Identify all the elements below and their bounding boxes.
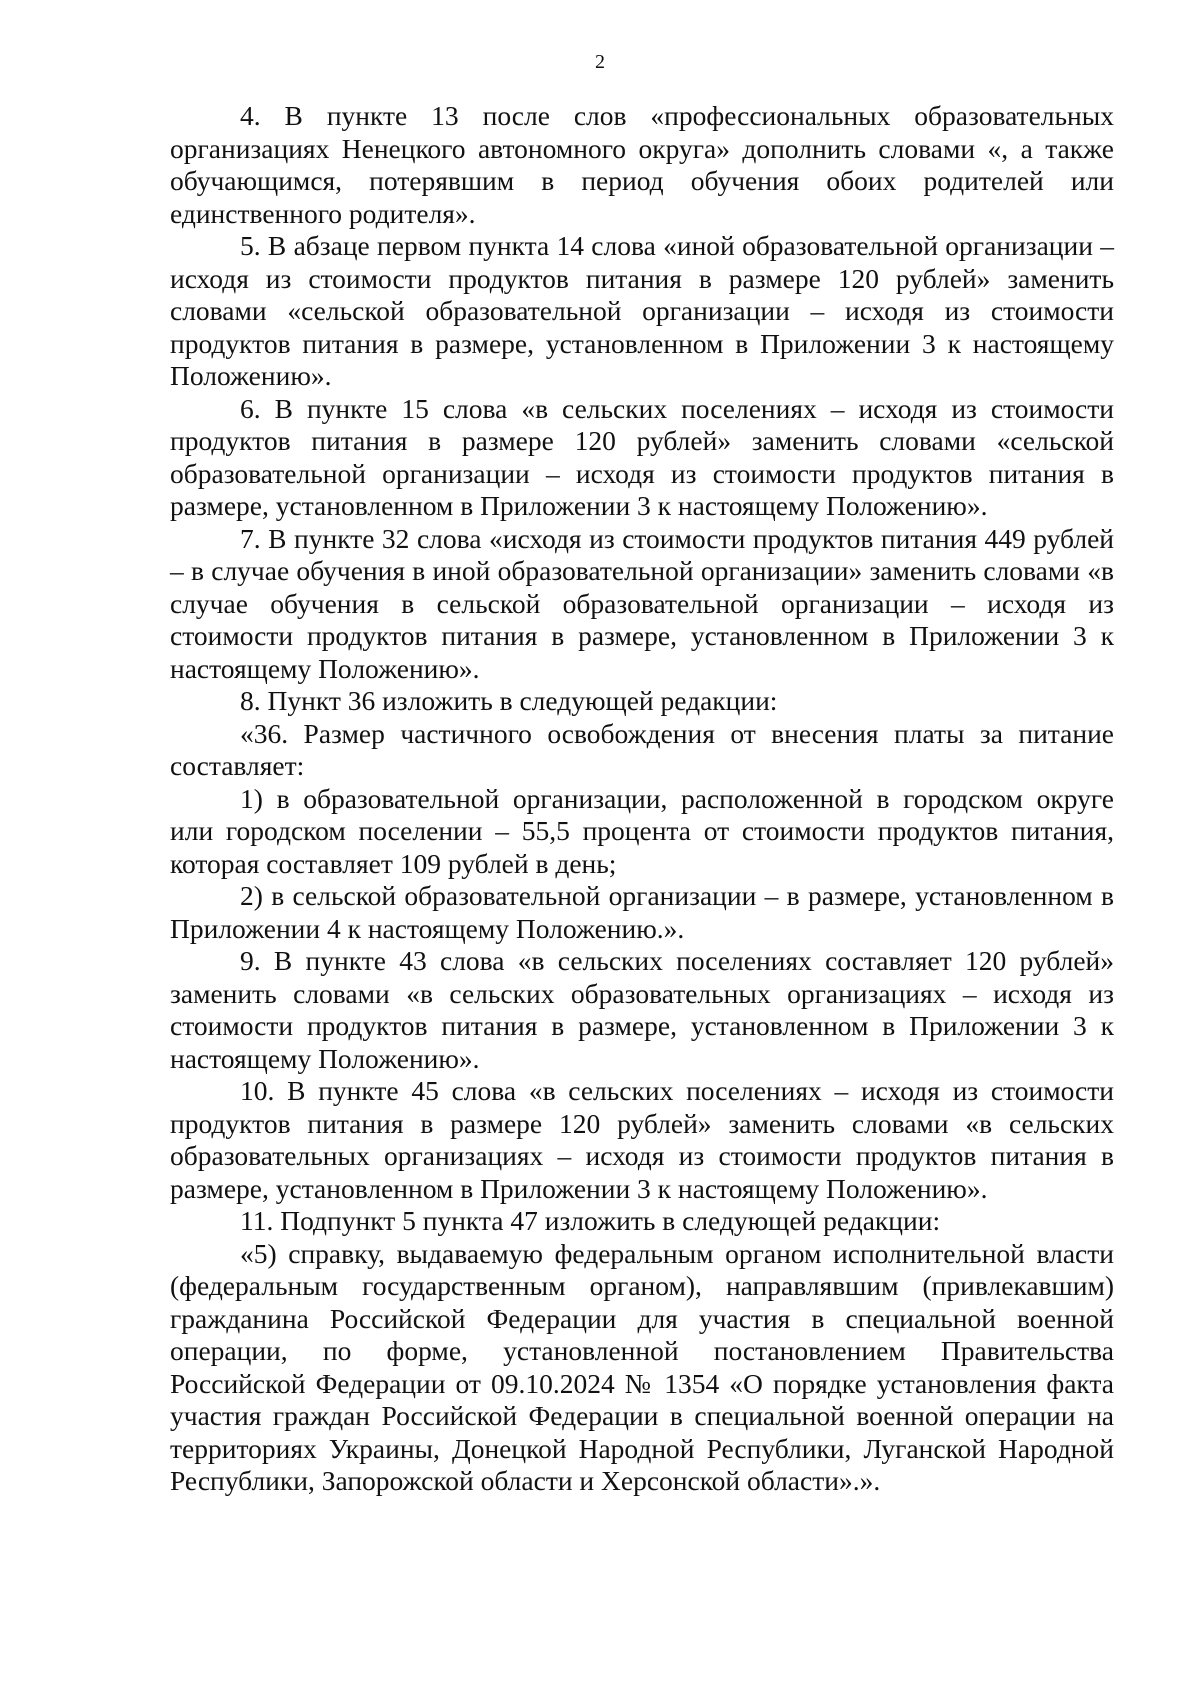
paragraph-clause-36: «36. Размер частичного освобождения от внесения платы за питание составляет: (170, 717, 1114, 781)
page-number: 2 (595, 51, 605, 73)
paragraph-item-11: 11. Подпункт 5 пункта 47 изложить в следующей редакции: (240, 1205, 941, 1236)
paragraph-item-8: 8. Пункт 36 изложить в следующей редакции: (240, 685, 778, 716)
paragraph-item-6: 6. В пункте 15 слова «в сельских поселениях – исходя из стоимости продуктов питания в размере 120 рублей» заменить словами «сельской образовательной организации – исходя из стоимости продуктов питания в размере, установленном в Приложении 3 к настоящему Положению». (170, 392, 1114, 521)
paragraph-item-7: 7. В пункте 32 слова «исходя из стоимости продуктов питания 449 рублей – в случае обучения в иной образовательной организации» заменить словами «в случае обучения в сельской образовательной организации – исходя из стоимости продуктов питания в размере, установленном в Приложении 3 к настоящему Положению». (170, 522, 1114, 684)
paragraph-subclause-5: «5) справку, выдаваемую федеральным органом исполнительной власти (федеральным государственным органом), направлявшим (привлекавшим) гражданина Российской Федерации для участия в специальной военной операции, по форме, установленной постановлением Правительства Российской Федерации от 09.10.2024 № 1354 «О порядке установления факта участия граждан Российской Федерации в специальной военной операции на территориях Украины, Донецкой Народной Республики, Луганской Народной Республики, Запорожской области и Херсонской области».». (170, 1237, 1114, 1496)
paragraph-item-4: 4. В пункте 13 после слов «профессиональных образовательных организациях Ненецкого автономного округа» дополнить словами «, а также обучающимся, потерявшим в период обучения обоих родителей или единственного родителя». (170, 100, 1114, 229)
paragraph-clause-36-sub-1: 1) в образовательной организации, расположенной в городском округе или городском поселении – 55,5 процента от стоимости продуктов питания, которая составляет 109 рублей в день; (170, 782, 1114, 879)
paragraph-item-9: 9. В пункте 43 слова «в сельских поселениях составляет 120 рублей» заменить словами «в сельских образовательных организациях – исходя из стоимости продуктов питания в размере, установленном в Приложении 3 к настоящему Положению». (170, 945, 1114, 1074)
paragraph-item-5: 5. В абзаце первом пункта 14 слова «иной образовательной организации – исходя из стоимости продуктов питания в размере 120 рублей» заменить словами «сельской образовательной организации – исходя из стоимости продуктов питания в размере, установленном в Приложении 3 к настоящему Положению». (170, 230, 1114, 391)
paragraph-item-10: 10. В пункте 45 слова «в сельских поселениях – исходя из стоимости продуктов питания в размере 120 рублей» заменить словами «в сельских образовательных организациях – исходя из стоимости продуктов питания в размере, установленном в Приложении 3 к настоящему Положению». (170, 1075, 1114, 1204)
paragraph-clause-36-sub-2: 2) в сельской образовательной организации – в размере, установленном в Приложении 4 к настоящему Положению.». (170, 880, 1114, 944)
document-body (170, 100, 1114, 1498)
